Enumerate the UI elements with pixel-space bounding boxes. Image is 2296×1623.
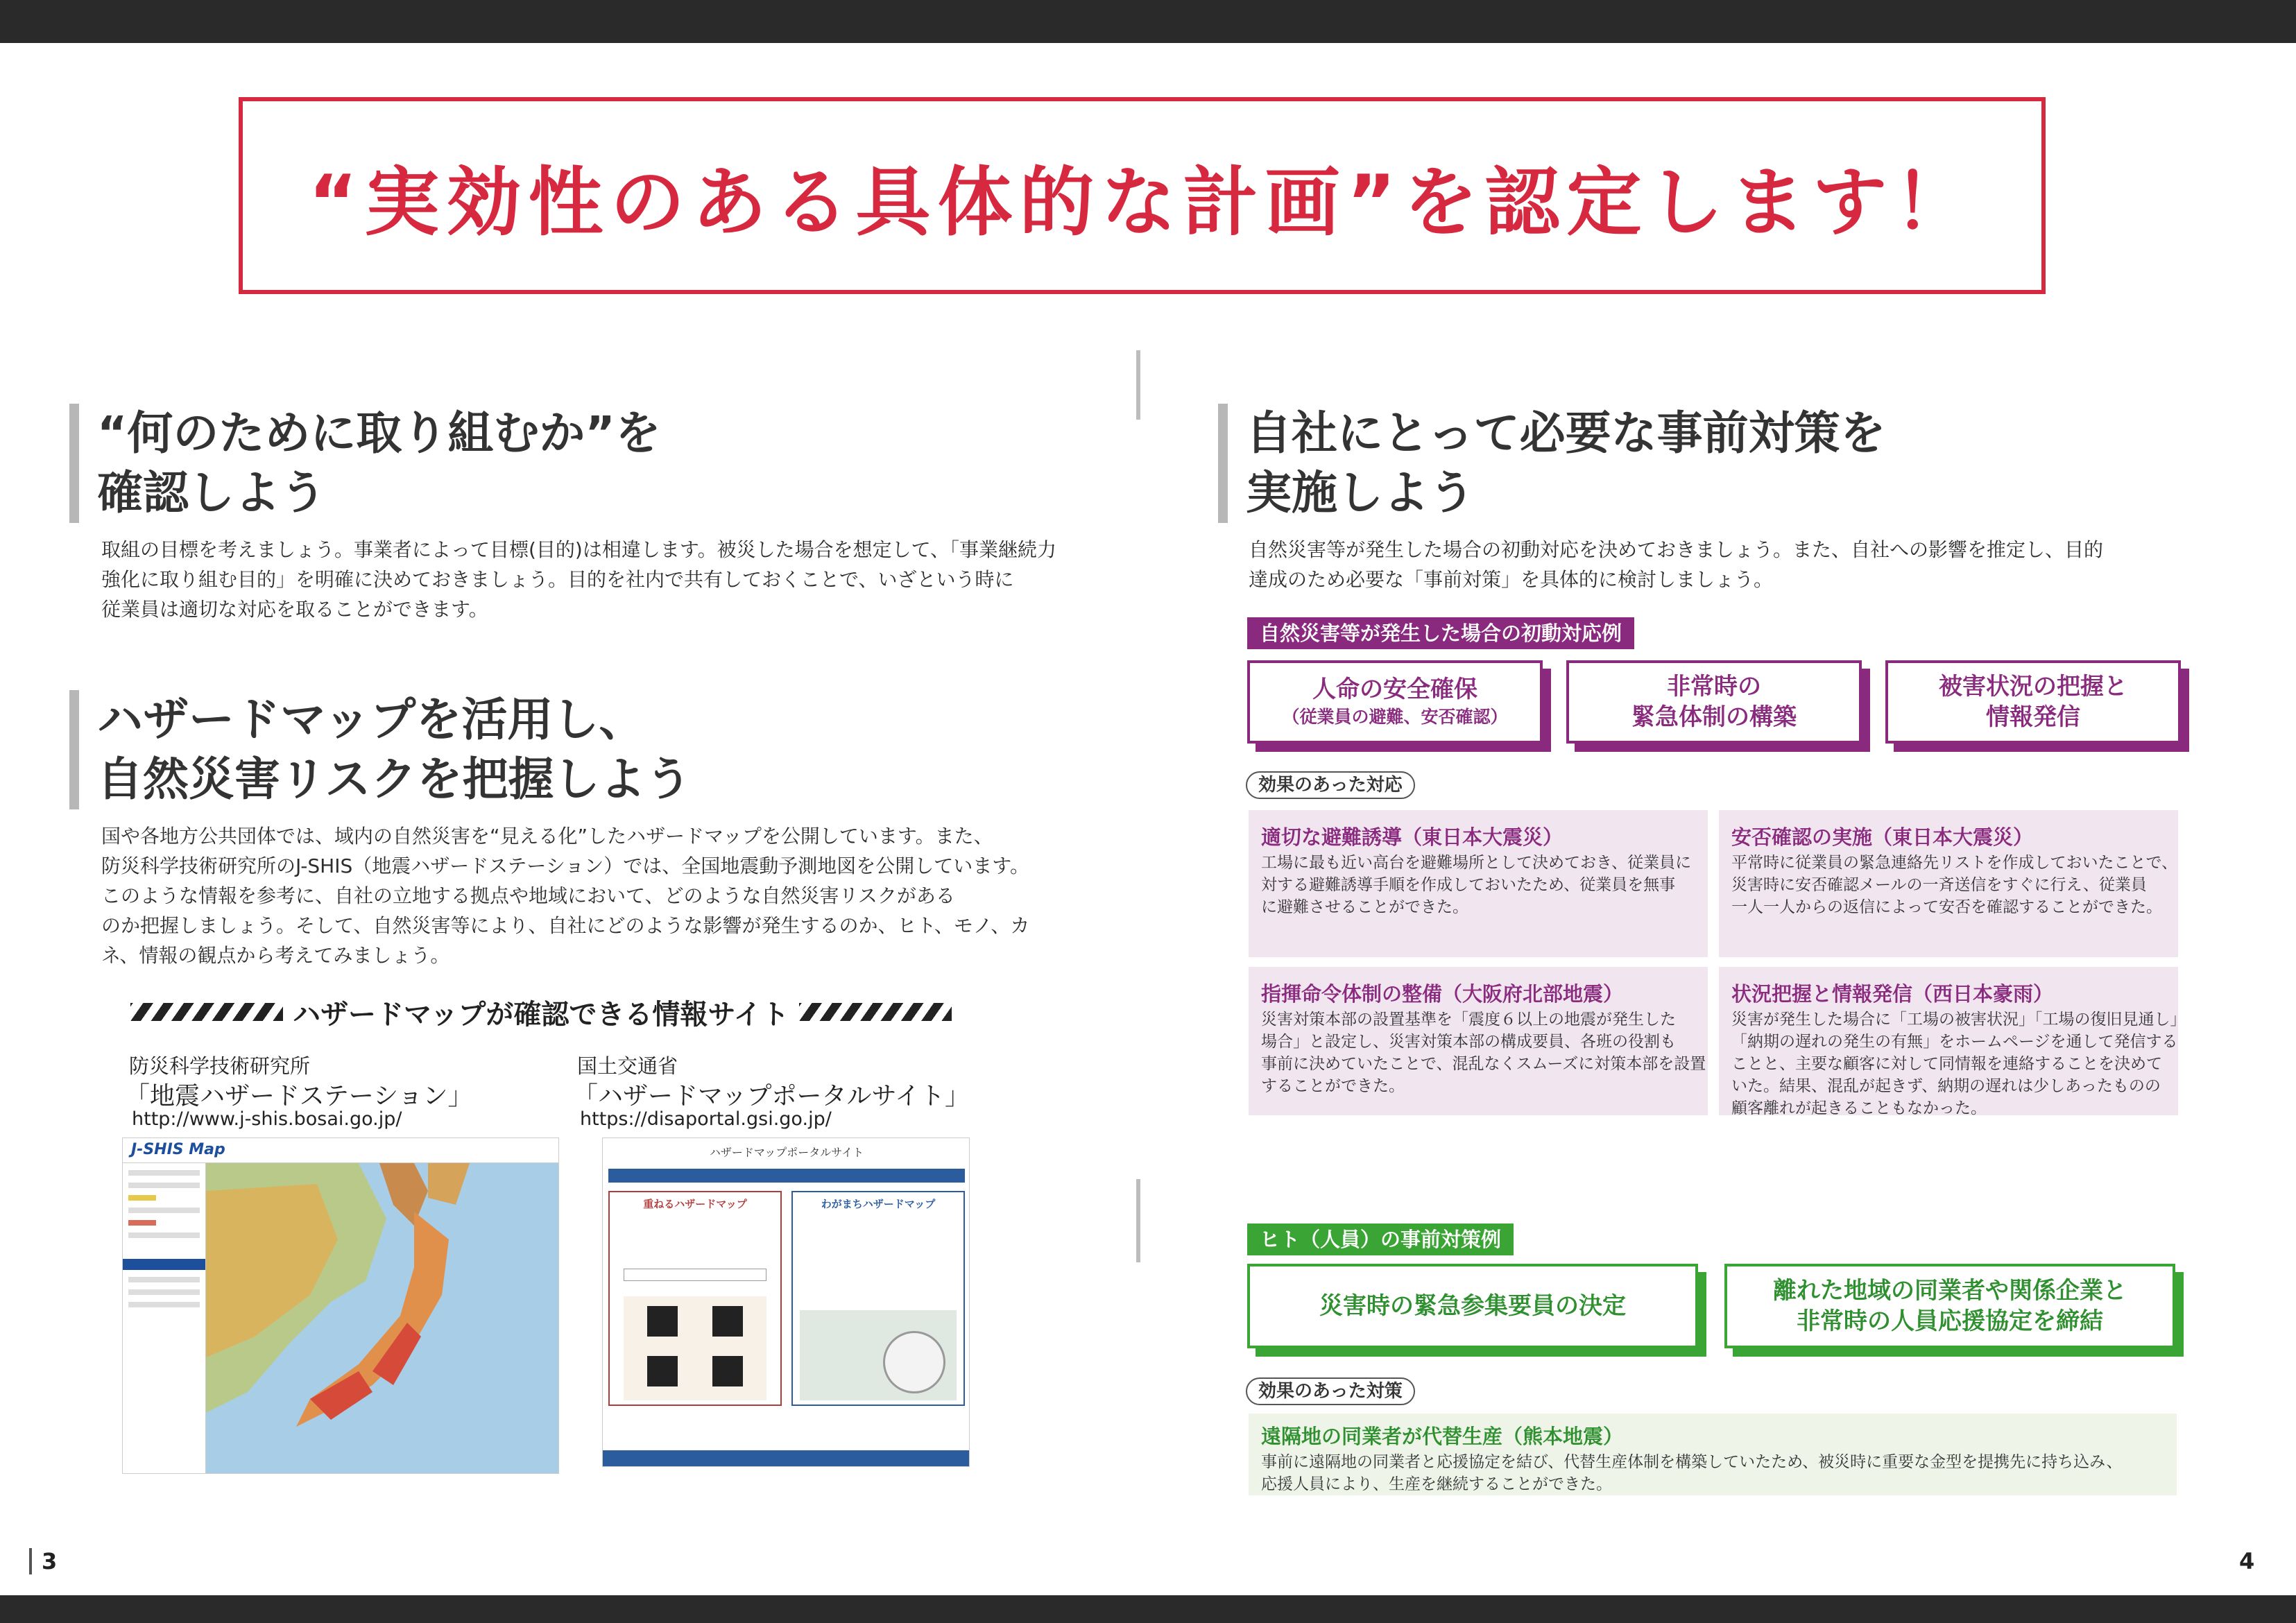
- stripe-decoration: [130, 1003, 283, 1021]
- card-support-agreement-line2: 非常時の人員応援協定を締結: [1797, 1307, 2103, 1335]
- section2-body-line: 防災科学技術研究所のJ-SHIS（地震ハザードステーション）では、全国地震動予測地図を公開しています。: [101, 855, 1030, 877]
- section2-heading: [69, 690, 692, 809]
- stripe-decoration: [799, 1003, 952, 1021]
- effect-body-line: 災害対策本部の設置基準を「震度６以上の地震が発生した: [1261, 1011, 1676, 1029]
- card-damage-info: [1885, 660, 2181, 744]
- right-heading: [1218, 404, 1886, 523]
- measure-pill: 効果のあった対策: [1246, 1377, 1415, 1405]
- section1-heading-line1: “何のために取り組むか”を: [97, 406, 661, 460]
- effect-body-line: ことと、主要な顧客に対して同情報を連絡することを決めて: [1731, 1055, 2162, 1073]
- section2-body: [101, 821, 1029, 970]
- effect-title: 安否確認の実施（東日本大震災）: [1731, 825, 2034, 849]
- card-emergency-system-line2: 緊急体制の構築: [1631, 703, 1797, 731]
- card-emergency-staff: [1247, 1264, 1698, 1348]
- sites-heading-title: ハザードマップが確認できる情報サイト: [293, 998, 789, 1031]
- effect-evacuation: [1249, 810, 1708, 957]
- card-emergency-system-line1: 非常時の: [1667, 673, 1761, 701]
- portal-icon-grid: [624, 1296, 766, 1400]
- portal-screenshot: [602, 1137, 970, 1467]
- site2-name: 「ハザードマップポータルサイト」: [573, 1082, 970, 1110]
- section1-heading: [69, 404, 661, 523]
- jshis-logo: J-SHIS Map: [131, 1141, 225, 1158]
- jshis-header: [123, 1138, 559, 1163]
- effect-body-line: 事前に決めていたことで、混乱なくスムーズに対策本部を設置: [1261, 1055, 1706, 1073]
- section1-body-line: 強化に取り組む目的」を明確に決めておきましょう。目的を社内で共有しておくことで、いざという時に: [101, 568, 1014, 591]
- binding-mark: [1136, 1179, 1140, 1262]
- right-heading-line1: 自社にとって必要な事前対策を: [1246, 406, 1886, 460]
- effect-command: [1249, 967, 1708, 1115]
- measure-alt-production: [1249, 1414, 2177, 1495]
- effect-body-line: 災害時に安否確認メールの一斉送信をすぐに行え、従業員: [1731, 876, 2147, 894]
- effect-body-line: に避難させることができた。: [1261, 898, 1468, 916]
- portal-japan-map: [800, 1310, 957, 1400]
- jshis-map: [206, 1163, 559, 1474]
- card-life-safety-title: 人命の安全確保: [1312, 676, 1477, 703]
- measure-body-line: 事前に遠隔地の同業者と応援協定を結び、代替生産体制を構築していたため、被災時に重要な金型を提携先に持ち込み、: [1261, 1453, 2123, 1471]
- initial-response-tag: 自然災害等が発生した場合の初動対応例: [1247, 617, 1634, 649]
- right-heading-line2: 実施しよう: [1246, 466, 1475, 519]
- page-number-right: 4: [2239, 1548, 2255, 1574]
- main-title: “実効性のある具体的な計画”を認定します！: [308, 159, 1976, 246]
- effect-title: 指揮命令体制の整備（大阪府北部地震）: [1261, 982, 1624, 1006]
- portal-panel-left-title: 重ねるハザードマップ: [643, 1198, 747, 1210]
- section1-body: [101, 535, 1056, 624]
- section1-heading-line2: 確認しよう: [97, 466, 326, 519]
- effect-body-line: 対する避難誘導手順を作成しておいたため、従業員を無事: [1261, 876, 1676, 894]
- top-bar: [0, 0, 2296, 43]
- section2-body-line: このような情報を参考に、自社の立地する拠点や地域において、どのような自然災害リスクがある: [101, 884, 955, 907]
- right-body-line: 達成のため必要な「事前対策」を具体的に検討しましょう。: [1249, 568, 1774, 591]
- section2-heading-line1: ハザードマップを活用し、: [97, 693, 645, 746]
- card-life-safety: [1247, 660, 1543, 744]
- section1-body-line: 従業員は適切な対応を取ることができます。: [101, 598, 488, 621]
- site1-url[interactable]: http://www.j-shis.bosai.go.jp/: [132, 1108, 402, 1130]
- effect-body: [1261, 1008, 1706, 1097]
- site1-name: 「地震ハザードステーション」: [125, 1082, 473, 1110]
- sites-heading: [130, 993, 1004, 1031]
- effect-body: [1261, 852, 1695, 918]
- effect-body-line: 「納期の遅れの発生の有無」をホームページを通して発信する: [1731, 1033, 2178, 1051]
- jshis-sidebar: [123, 1163, 206, 1474]
- effect-body-line: いた。結果、混乱が起きず、納期の遅れは少しあったものの: [1731, 1077, 2161, 1095]
- site2-url[interactable]: https://disaportal.gsi.go.jp/: [580, 1108, 832, 1130]
- main-title-box: [239, 97, 2046, 294]
- effect-body-line: 顧客離れが起きることもなかった。: [1731, 1099, 1987, 1117]
- jshis-screenshot: [122, 1137, 559, 1474]
- measure-title: 遠隔地の同業者が代替生産（熊本地震）: [1261, 1425, 1624, 1448]
- effect-body-line: 一人一人からの返信によって安否を確認することができた。: [1731, 898, 2162, 916]
- section1-body-line: 取組の目標を考えましょう。事業者によって目標(目的)は相違します。被災した場合を想定して、「事業継続力: [101, 538, 1057, 561]
- effect-title: 状況把握と情報発信（西日本豪雨）: [1731, 982, 2054, 1006]
- card-life-safety-sub: （従業員の避難、安否確認）: [1282, 707, 1508, 727]
- effect-body: [1731, 1008, 2186, 1119]
- portal-search-box[interactable]: [624, 1269, 766, 1281]
- portal-footer: [603, 1450, 970, 1467]
- effect-body-line: 平常時に従業員の緊急連絡先リストを作成しておいたことで、: [1731, 854, 2178, 872]
- portal-panel-left: [608, 1191, 782, 1406]
- section2-body-line: のか把握しましょう。そして、自然災害等により、自社にどのような影響が発生するのか、ヒト、モノ、カ: [101, 914, 1030, 937]
- portal-nav: [608, 1169, 965, 1183]
- effect-info-dispatch: [1719, 967, 2186, 1117]
- right-body: [1249, 535, 2103, 594]
- section2-body-line: 国や各地方公共団体では、域内の自然災害を“見える化”したハザードマップを公開しています。また、: [101, 825, 993, 848]
- effect-body-line: 工場に最も近い高台を避難場所として決めておき、従業員に: [1261, 854, 1692, 872]
- effect-body-line: することができた。: [1261, 1077, 1405, 1095]
- section2-heading-line2: 自然災害リスクを把握しよう: [97, 753, 692, 806]
- effect-body-line: 災害が発生した場合に「工場の被害状況」「工場の復旧見通し」: [1731, 1011, 2186, 1029]
- card-emergency-staff-title: 災害時の緊急参集要員の決定: [1319, 1292, 1626, 1320]
- measure-body-line: 応援人員により、生産を継続することができた。: [1261, 1475, 1612, 1493]
- effect-body-line: 場合」と設定し、災害対策本部の構成要員、各班の役割も: [1261, 1033, 1676, 1051]
- section2-body-line: ネ、情報の観点から考えてみましょう。: [101, 944, 450, 967]
- measure-body: [1261, 1451, 2164, 1495]
- binding-mark: [1136, 350, 1140, 420]
- page-number-left: 3: [29, 1548, 57, 1574]
- card-emergency-system: [1566, 660, 1862, 744]
- right-body-line: 自然災害等が発生した場合の初動対応を決めておきましょう。また、自社への影響を推定し、目的: [1249, 538, 2104, 561]
- bottom-bar: [0, 1595, 2296, 1623]
- card-support-agreement: [1724, 1264, 2175, 1348]
- card-damage-info-line2: 情報発信: [1986, 703, 2080, 731]
- card-support-agreement-line1: 離れた地域の同業者や関係企業と: [1773, 1277, 2127, 1305]
- portal-panel-right: [791, 1191, 965, 1406]
- people-tag: ヒト（人員）の事前対策例: [1247, 1223, 1514, 1255]
- card-damage-info-line1: 被害状況の把握と: [1939, 673, 2127, 701]
- effect-safety-check: [1719, 810, 2178, 957]
- site2-org: 国土交通省: [577, 1054, 678, 1078]
- portal-panel-right-title: わがまちハザードマップ: [821, 1198, 936, 1210]
- site1-org: 防災科学技術研究所: [129, 1054, 311, 1078]
- effect-title: 適切な避難誘導（東日本大震災）: [1261, 825, 1563, 849]
- portal-title: ハザードマップポータルサイト: [709, 1146, 864, 1159]
- effect-pill: 効果のあった対応: [1246, 771, 1415, 799]
- effect-body: [1731, 852, 2178, 918]
